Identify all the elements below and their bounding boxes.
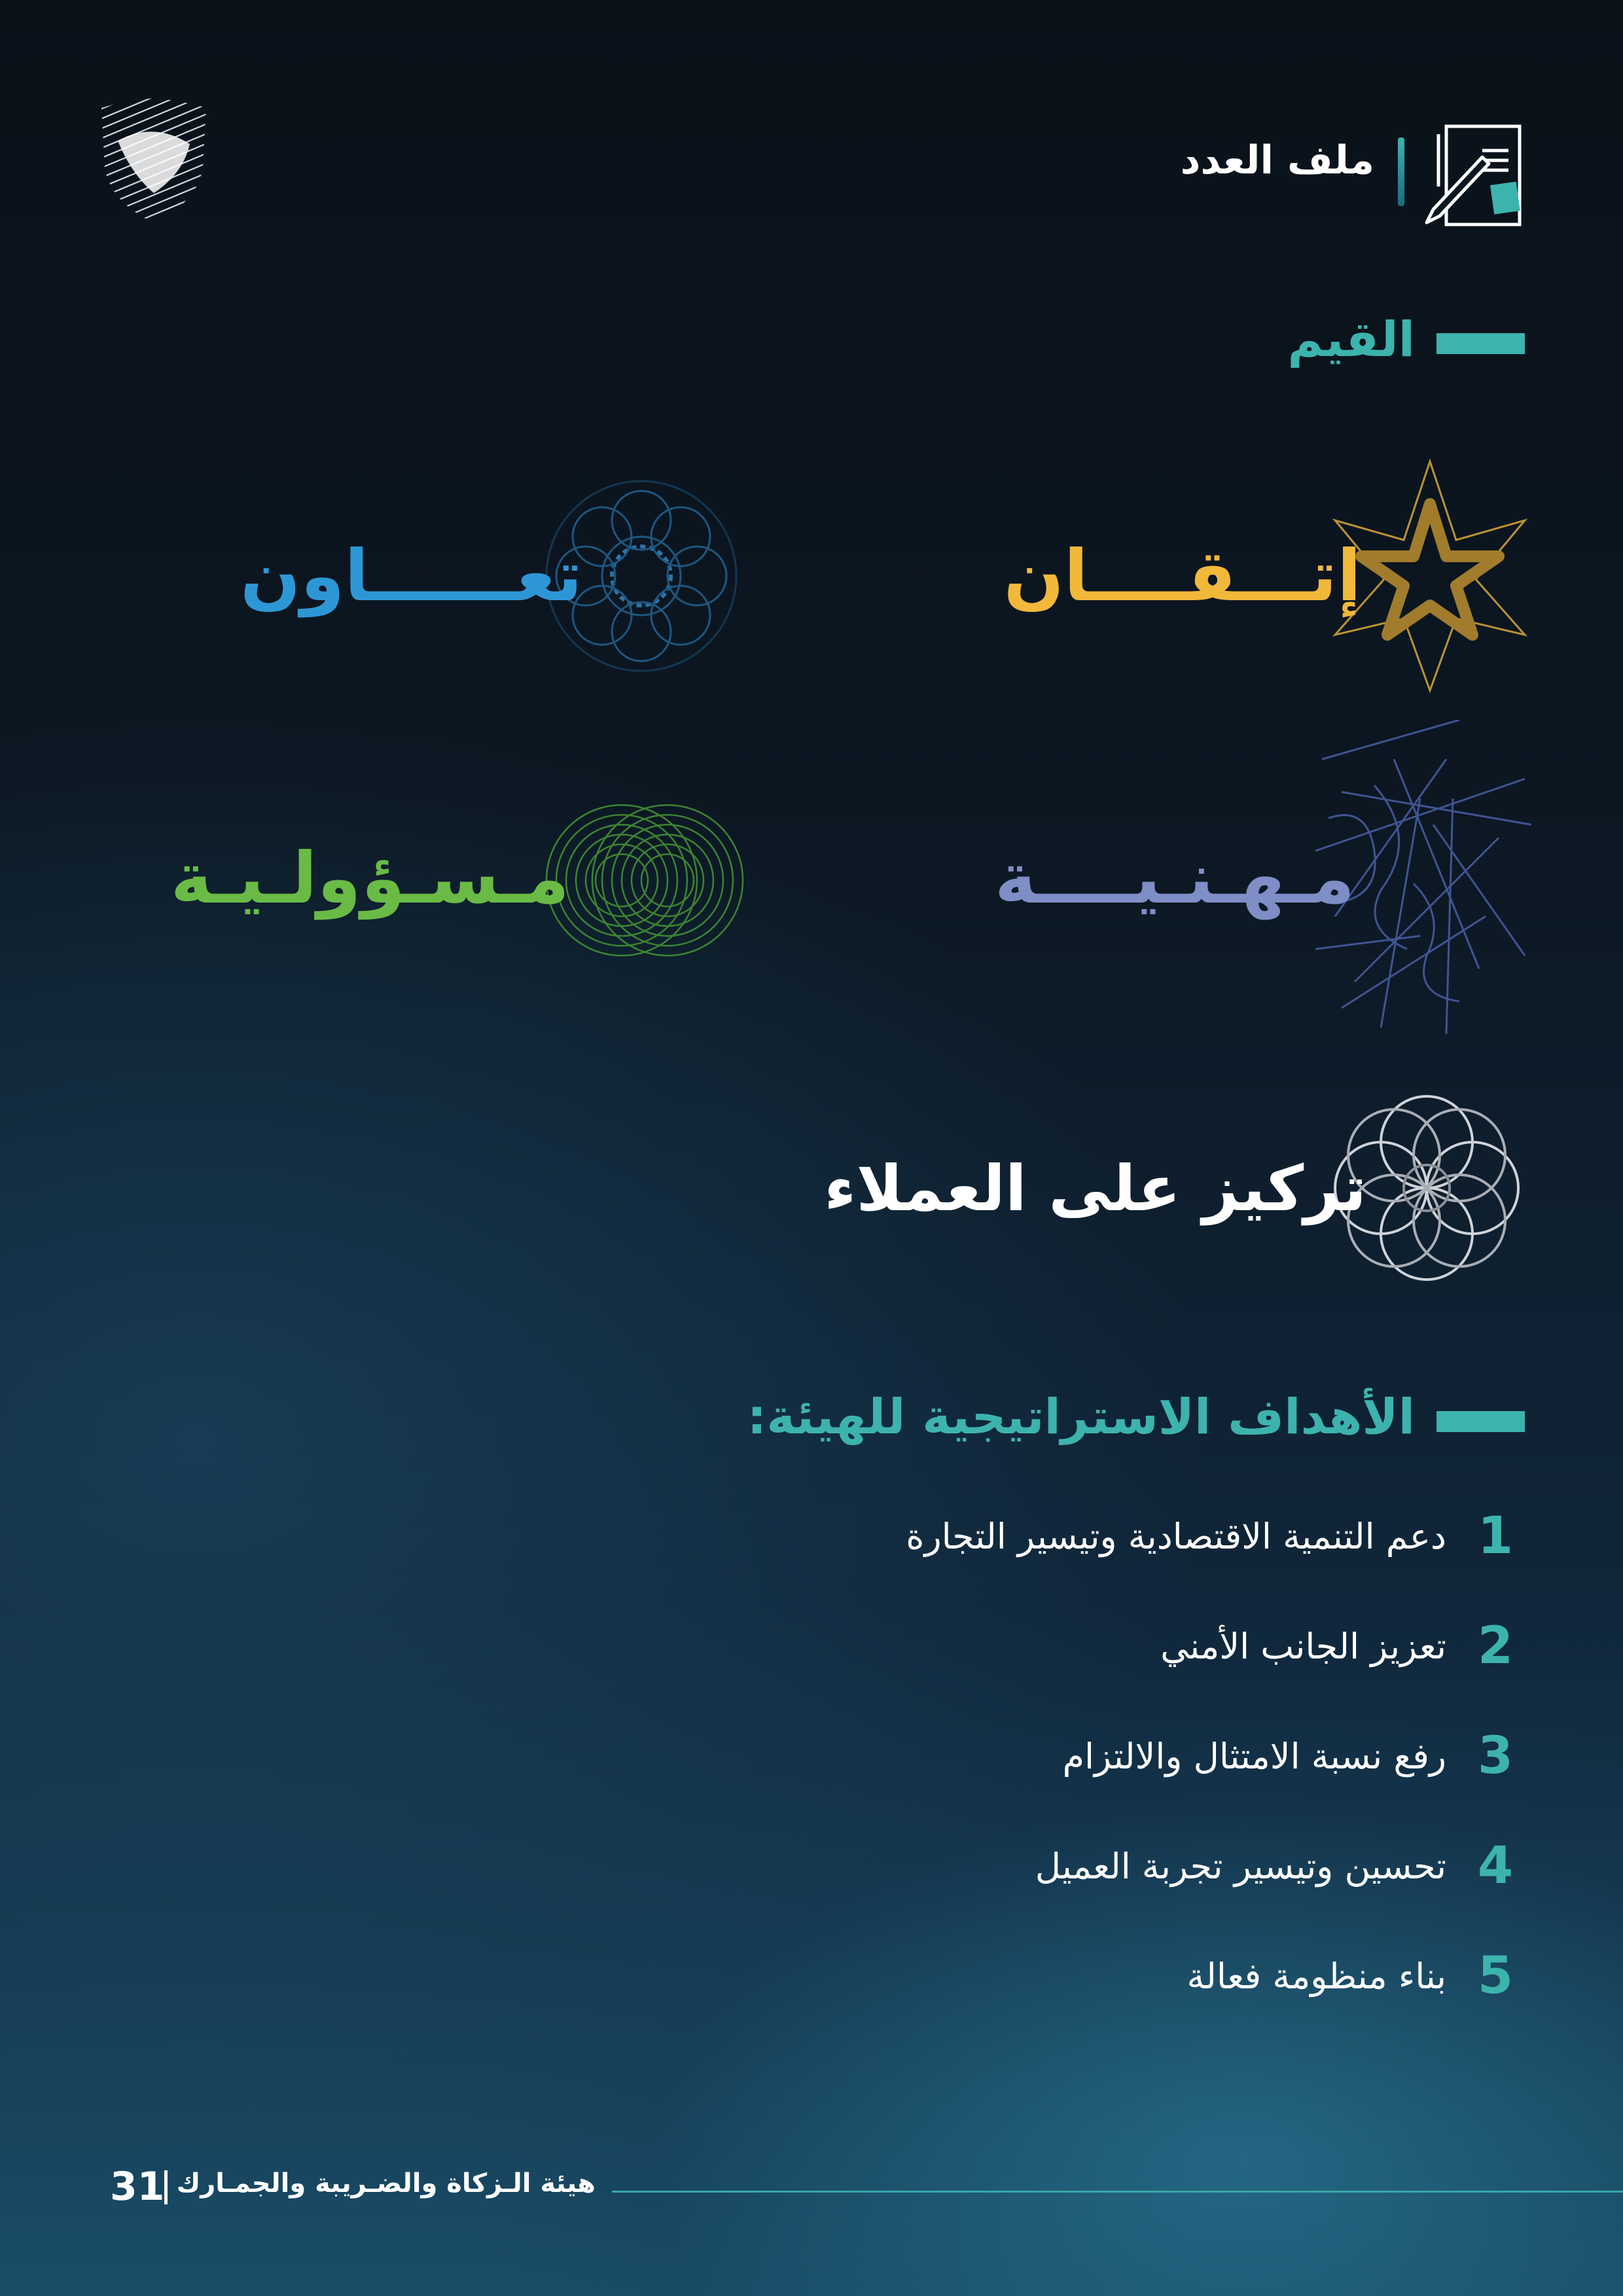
goal-number: 5 <box>1477 1946 1514 2005</box>
shield-logo-icon <box>98 95 209 226</box>
footer-organization: هيئة الـزكاة والضـريبة والجمـارك <box>176 2168 596 2198</box>
goal-item <box>1160 1617 1518 1676</box>
goal-item <box>1035 1837 1518 1895</box>
value-itqan: إتـــقــــان <box>1003 535 1361 617</box>
goal-item <box>1186 1946 1518 2005</box>
goal-text: رفع نسبة الامتثال والالتزام <box>1062 1735 1446 1777</box>
goals-heading-bar <box>1436 1411 1525 1432</box>
footer-line <box>612 2191 1623 2193</box>
value-masuliya: مـسـؤولـيـة <box>170 838 569 920</box>
goals-heading: الأهداف الاستراتيجية للهيئة: <box>747 1389 1415 1445</box>
value-customer-focus: تركيز على العملاء <box>824 1152 1366 1225</box>
header-divider <box>1398 137 1404 206</box>
goal-number: 1 <box>1477 1507 1514 1566</box>
value-mihaniya: مـهـنـيــــة <box>994 838 1355 920</box>
goal-item <box>1063 1727 1518 1785</box>
goal-number: 3 <box>1477 1727 1514 1785</box>
values-heading: القيم <box>1287 312 1415 368</box>
goal-number: 4 <box>1477 1837 1514 1895</box>
goal-number: 2 <box>1477 1617 1514 1676</box>
page-number: 31 <box>110 2164 165 2210</box>
goal-text: تعزيز الجانب الأمني <box>1160 1625 1446 1667</box>
values-heading-bar <box>1436 333 1525 354</box>
header-title: ملف العدد <box>1180 137 1374 183</box>
document-pen-icon <box>1420 121 1525 229</box>
value-taawun: تعــــــاون <box>240 535 582 617</box>
goal-text: تحسين وتيسير تجربة العميل <box>1035 1845 1446 1887</box>
goal-text: بناء منظومة فعالة <box>1186 1955 1446 1997</box>
goal-text: دعم التنمية الاقتصادية وتيسير التجارة <box>906 1515 1446 1557</box>
goal-item <box>906 1507 1518 1566</box>
footer-separator <box>164 2170 168 2204</box>
